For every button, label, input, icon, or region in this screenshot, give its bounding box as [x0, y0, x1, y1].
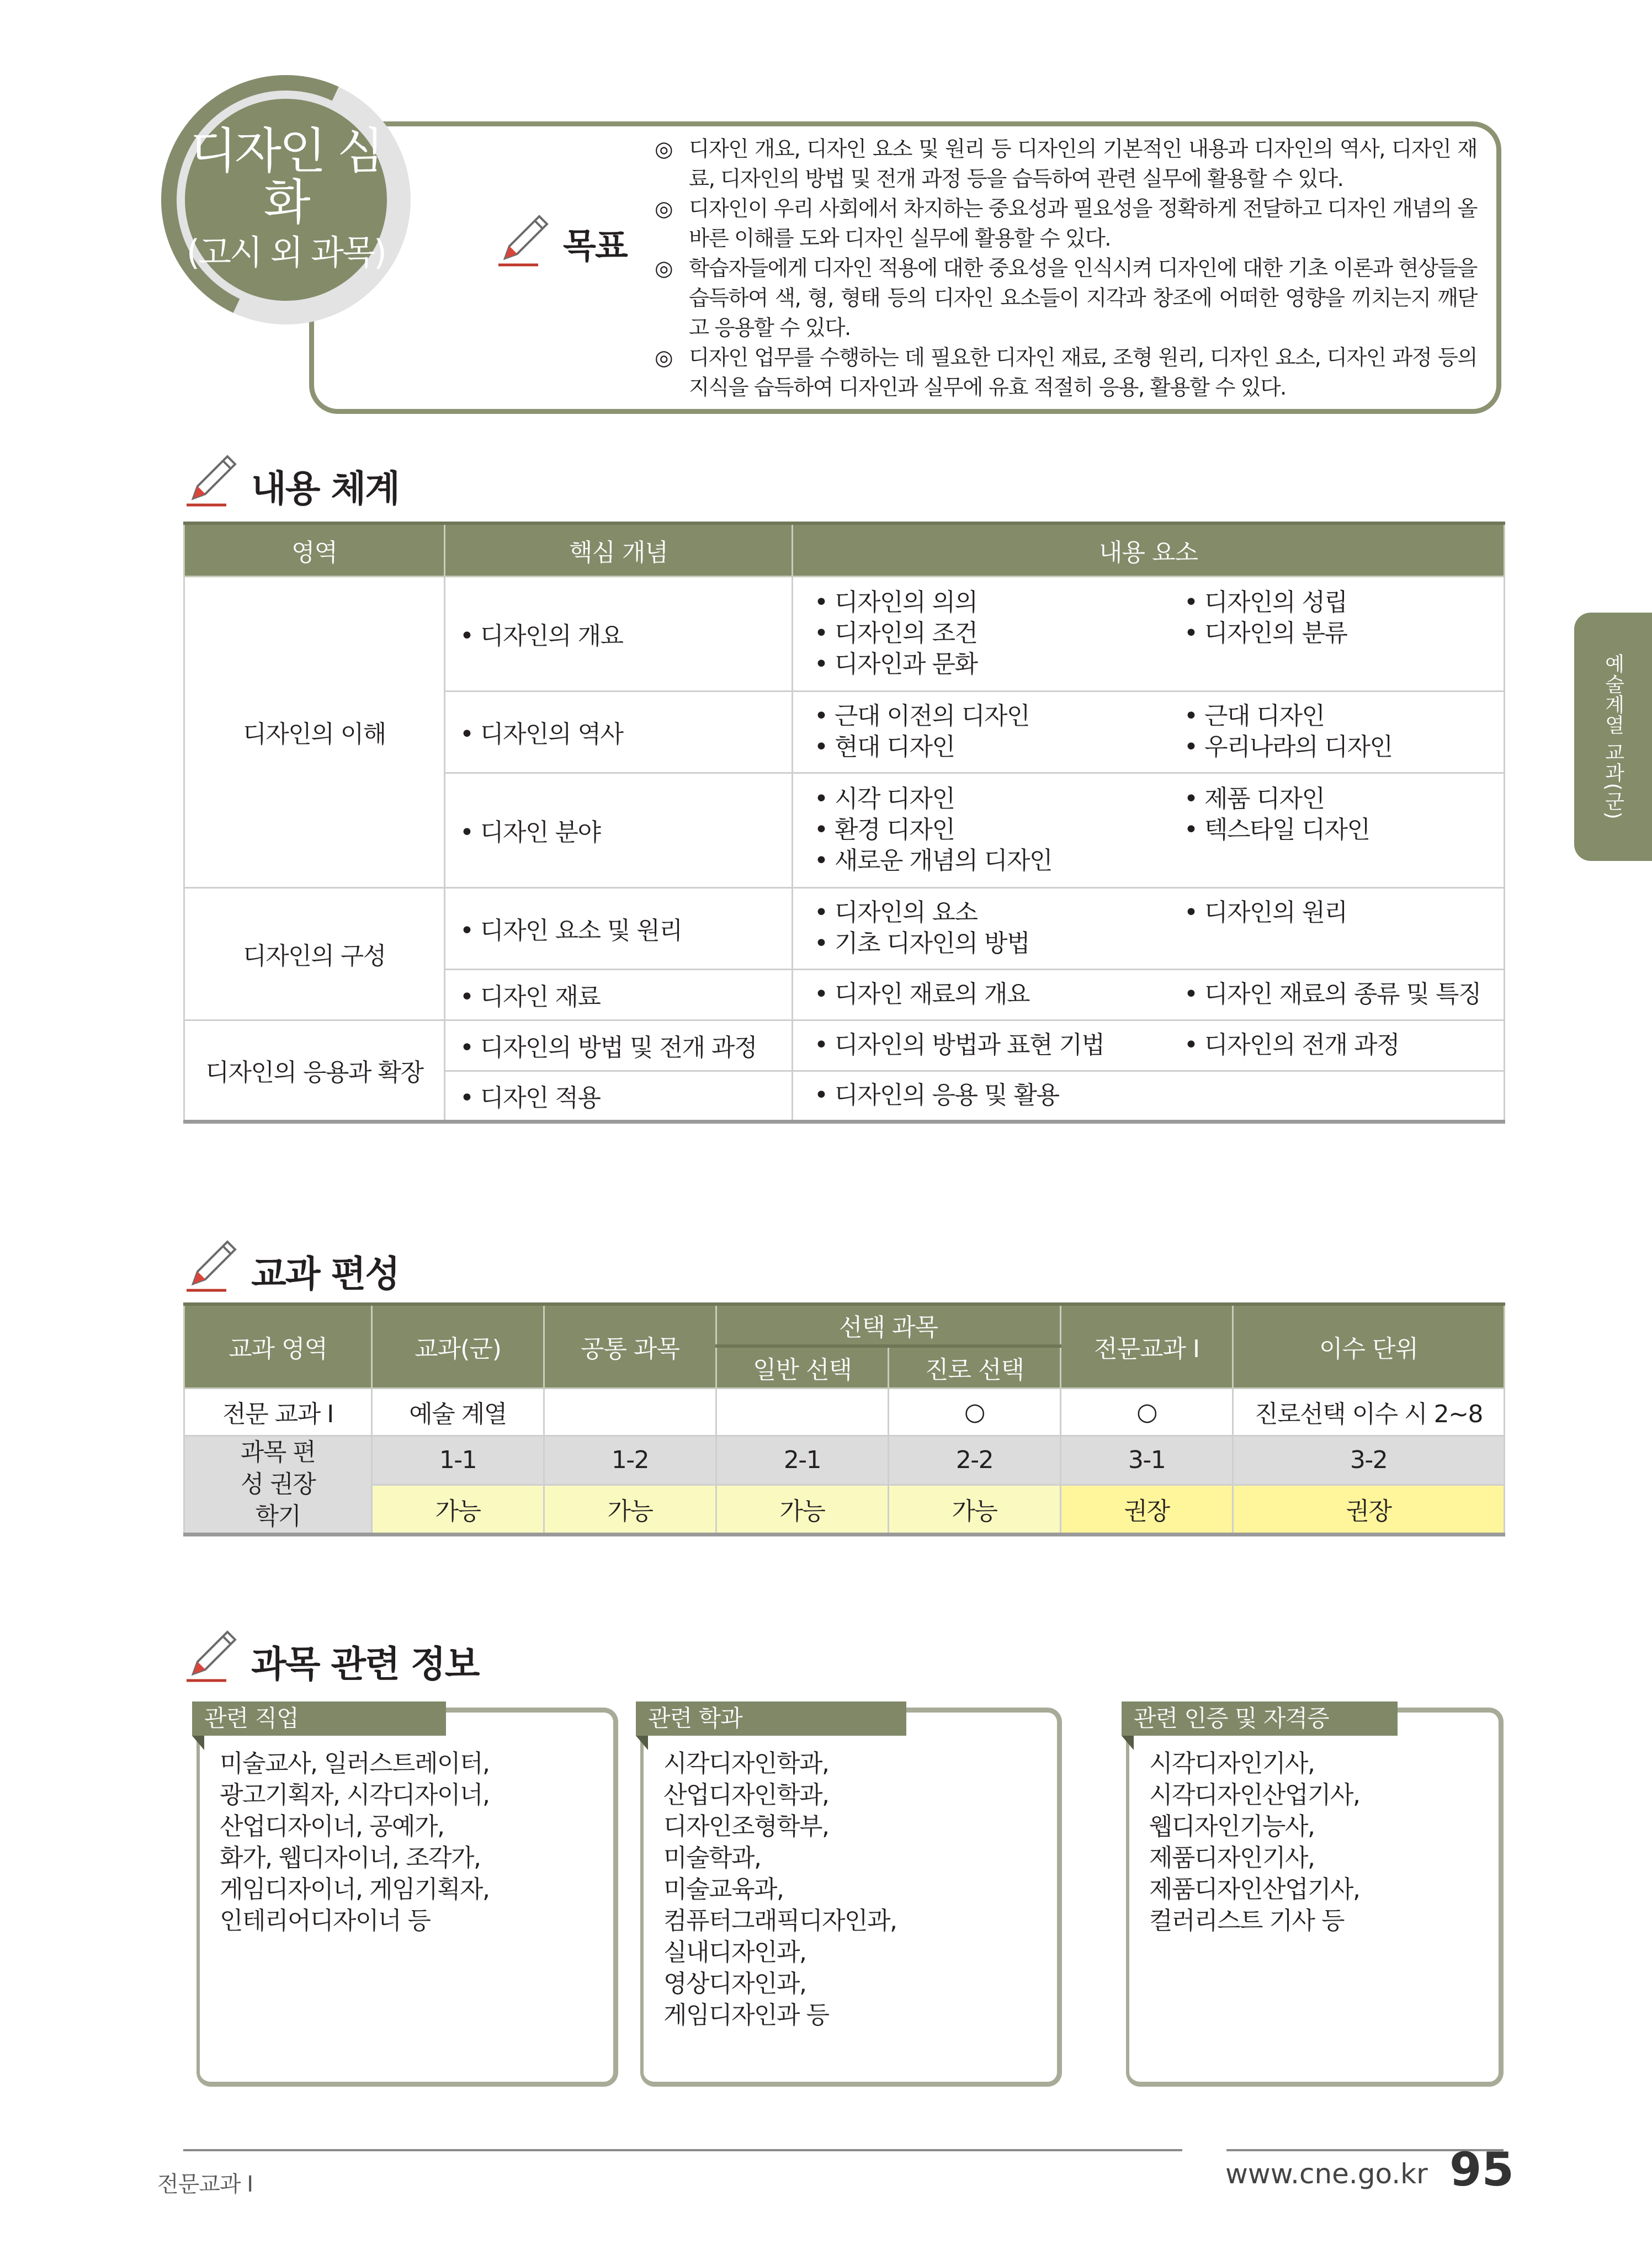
elements-cell [793, 887, 1505, 969]
semester-cell: 1-1 [372, 1435, 544, 1485]
list-item: 실내디자인과, [663, 1938, 806, 1966]
element-item: • 텍스타일 디자인 [1184, 815, 1504, 845]
list-item: 미술교육과, [663, 1875, 784, 1903]
list-item: 산업디자인학과, [663, 1781, 829, 1809]
concept-cell [445, 773, 793, 887]
curriculum-table [183, 1302, 1505, 1536]
subject-subtitle: (고시 외 과목) [186, 232, 386, 273]
curr-group-cell: 예술 계열 [372, 1388, 544, 1435]
header-elements: 내용 요소 [793, 523, 1505, 576]
semester-cell: 2-2 [889, 1435, 1061, 1485]
elements-cell [793, 1020, 1505, 1071]
related-certificates-box [1126, 1705, 1504, 2087]
header-curr-group: 교과(군) [372, 1304, 544, 1388]
concept-text: • 디자인 적용 [460, 1084, 600, 1112]
curr-common-cell [544, 1388, 716, 1435]
semester-cell: 1-2 [544, 1435, 716, 1485]
subject-title: 디자인 심화 [189, 123, 382, 231]
semester-cell: 2-1 [716, 1435, 889, 1485]
related-departments-label: 관련 학과 [636, 1701, 906, 1736]
element-item: • 디자인의 요소 [814, 897, 1184, 928]
concept-text: • 디자인의 방법 및 전개 과정 [460, 1034, 757, 1062]
side-tab [1574, 613, 1652, 861]
header-curr-specialized: 전문교과 Ⅰ [1061, 1304, 1233, 1388]
header-curr-common: 공통 과목 [544, 1304, 716, 1388]
list-item: 산업디자이너, 공예가, [220, 1812, 444, 1841]
goal-item: ◎ 디자인이 우리 사회에서 차지하는 중요성과 필요성을 정확하게 전달하고 디자인 개념의 올바른 이해를 도와 디자인 실무에 활용할 수 있다. [655, 194, 1477, 254]
element-item: • 근대 이전의 디자인 [814, 701, 1184, 732]
elements-cell [793, 773, 1505, 887]
list-item: 광고기획자, 시각디자이너, [220, 1781, 490, 1809]
list-item: 게임디자인과 등 [663, 2001, 829, 2029]
element-item: • 디자인 재료의 종류 및 특징 [1184, 979, 1504, 1010]
goal-item: ◎ 디자인 업무를 수행하는 데 필요한 디자인 재료, 조형 원리, 디자인 요소, 디자인 과정 등의 지식을 습득하여 디자인과 실무에 유효 적절히 응용, 활용할 수 있다. [655, 343, 1477, 403]
header-concept: 핵심 개념 [445, 523, 793, 576]
related-jobs-label: 관련 직업 [192, 1701, 446, 1736]
concept-cell [445, 1071, 793, 1121]
element-item: • 디자인의 방법과 표현 기법 [814, 1030, 1184, 1061]
concept-text: • 디자인 요소 및 원리 [460, 917, 682, 945]
footer-section-label: 전문교과 Ⅰ [157, 2172, 253, 2197]
curr-specialized-cell: ○ [1061, 1388, 1233, 1435]
related-certificates-label: 관련 인증 및 자격증 [1122, 1701, 1398, 1736]
element-item: • 디자인의 조건 [814, 618, 1184, 649]
recommendation-cell: 가능 [716, 1485, 889, 1535]
side-tab-label: 예술계열 교과(군) [1602, 653, 1624, 820]
related-departments-box [640, 1705, 1062, 2087]
header-curr-general: 일반 선택 [716, 1346, 889, 1388]
section-title-curriculum: 교과 편성 [251, 1253, 400, 1295]
element-item: • 시각 디자인 [814, 784, 1184, 815]
area-cell: 디자인의 이해 [184, 576, 445, 887]
semester-cell: 3-1 [1061, 1435, 1233, 1485]
semester-cell: 3-2 [1233, 1435, 1505, 1485]
concept-cell [445, 887, 793, 969]
concept-text: • 디자인 분야 [460, 818, 600, 847]
concept-cell [445, 1020, 793, 1071]
section-title-content: 내용 체계 [251, 467, 400, 510]
element-item: • 현대 디자인 [814, 732, 1184, 763]
concept-cell [445, 576, 793, 691]
curr-general-cell [716, 1388, 889, 1435]
element-item: • 디자인의 분류 [1184, 618, 1504, 649]
list-item: 제품디자인기사, [1149, 1844, 1315, 1872]
subject-title-badge [185, 99, 387, 301]
list-item: 컬러리스트 기사 등 [1149, 1907, 1345, 1935]
list-item: 미술교사, 일러스트레이터, [220, 1749, 490, 1778]
element-item: • 디자인의 성립 [1184, 587, 1504, 618]
element-item: • 디자인 재료의 개요 [814, 979, 1184, 1010]
semester-label [184, 1435, 372, 1534]
list-item: 영상디자인과, [663, 1970, 806, 1998]
recommendation-cell: 권장 [1061, 1485, 1233, 1535]
header-curr-career: 진로 선택 [889, 1346, 1061, 1388]
recommendation-cell: 가능 [544, 1485, 716, 1535]
goal-list [655, 135, 1477, 403]
list-item: 미술학과, [663, 1844, 761, 1872]
footer-url: www.cne.go.kr [1225, 2158, 1428, 2190]
goal-label: 목표 [563, 226, 627, 266]
curr-area-cell: 전문 교과 Ⅰ [184, 1388, 372, 1435]
concept-cell [445, 969, 793, 1020]
elements-cell [793, 969, 1505, 1020]
list-item: 화가, 웹디자이너, 조각가, [220, 1844, 481, 1872]
concept-cell [445, 691, 793, 773]
goal-item: ◎ 학습자들에게 디자인 적용에 대한 중요성을 인식시켜 디자인에 대한 기초 이론과 현상들을 습득하여 색, 형, 형태 등의 디자인 요소들이 지각과 창조에 어떠한 영향을 끼치는지 깨닫고 응용할 수 있다. [655, 254, 1477, 343]
list-item: 컴퓨터그래픽디자인과, [663, 1907, 897, 1935]
elements-cell [793, 576, 1505, 691]
element-item: • 디자인과 문화 [814, 649, 1184, 680]
header-curr-area: 교과 영역 [184, 1304, 372, 1388]
related-certificates-list [1149, 1748, 1488, 1937]
recommendation-cell: 권장 [1233, 1485, 1505, 1535]
element-item: • 디자인의 전개 과정 [1184, 1030, 1504, 1061]
element-item: • 기초 디자인의 방법 [814, 928, 1184, 959]
list-item: 웹디자인기능사, [1149, 1812, 1315, 1841]
list-item: 시각디자인산업기사, [1149, 1781, 1360, 1809]
list-item: 디자인조형학부, [663, 1812, 829, 1841]
element-item: • 우리나라의 디자인 [1184, 732, 1504, 763]
element-item: • 근대 디자인 [1184, 701, 1504, 732]
concept-text: • 디자인의 개요 [460, 622, 623, 650]
page-number: 95 [1449, 2142, 1514, 2197]
list-item: 시각디자인학과, [663, 1749, 829, 1778]
elements-cell [793, 1071, 1505, 1121]
recommendation-cell: 가능 [372, 1485, 544, 1535]
list-item: 시각디자인기사, [1149, 1749, 1315, 1778]
element-item: • 제품 디자인 [1184, 784, 1504, 815]
pencil-icon [182, 450, 243, 511]
pencil-icon [182, 1235, 243, 1296]
element-item: • 새로운 개념의 디자인 [814, 845, 1184, 876]
area-cell: 디자인의 응용과 확장 [184, 1020, 445, 1121]
concept-text: • 디자인의 역사 [460, 720, 623, 748]
related-jobs-list [220, 1748, 602, 1937]
element-item: • 디자인의 응용 및 활용 [814, 1080, 1184, 1111]
list-item: 인테리어디자이너 등 [220, 1907, 431, 1935]
element-item: • 디자인의 원리 [1184, 897, 1504, 928]
section-title-related: 과목 관련 정보 [251, 1643, 479, 1685]
header-curr-units: 이수 단위 [1233, 1304, 1505, 1388]
area-cell: 디자인의 구성 [184, 887, 445, 1020]
related-jobs-box [196, 1705, 618, 2087]
pencil-icon [182, 1625, 243, 1686]
pencil-icon [494, 210, 555, 270]
list-item: 제품디자인산업기사, [1149, 1875, 1360, 1903]
curr-career-cell: ○ [889, 1388, 1061, 1435]
footer-divider [183, 2149, 1182, 2151]
element-item: • 환경 디자인 [814, 815, 1184, 845]
concept-text: • 디자인 재료 [460, 983, 600, 1011]
recommendation-cell: 가능 [889, 1485, 1061, 1535]
elements-cell [793, 691, 1505, 773]
semester-label-text: 과목 편성 권장 학기 [240, 1438, 316, 1530]
header-area: 영역 [184, 523, 445, 576]
element-item: • 디자인의 의의 [814, 587, 1184, 618]
content-table [183, 522, 1505, 1124]
list-item: 게임디자이너, 게임기획자, [220, 1875, 490, 1903]
header-curr-elective: 선택 과목 [716, 1304, 1061, 1346]
curr-units-cell: 진로선택 이수 시 2~8 [1233, 1388, 1505, 1435]
goal-item: ◎ 디자인 개요, 디자인 요소 및 원리 등 디자인의 기본적인 내용과 디자인의 역사, 디자인 재료, 디자인의 방법 및 전개 과정 등을 습득하여 관련 실무에 활용할 수 있다. [655, 135, 1477, 194]
related-departments-list [663, 1748, 1046, 2031]
